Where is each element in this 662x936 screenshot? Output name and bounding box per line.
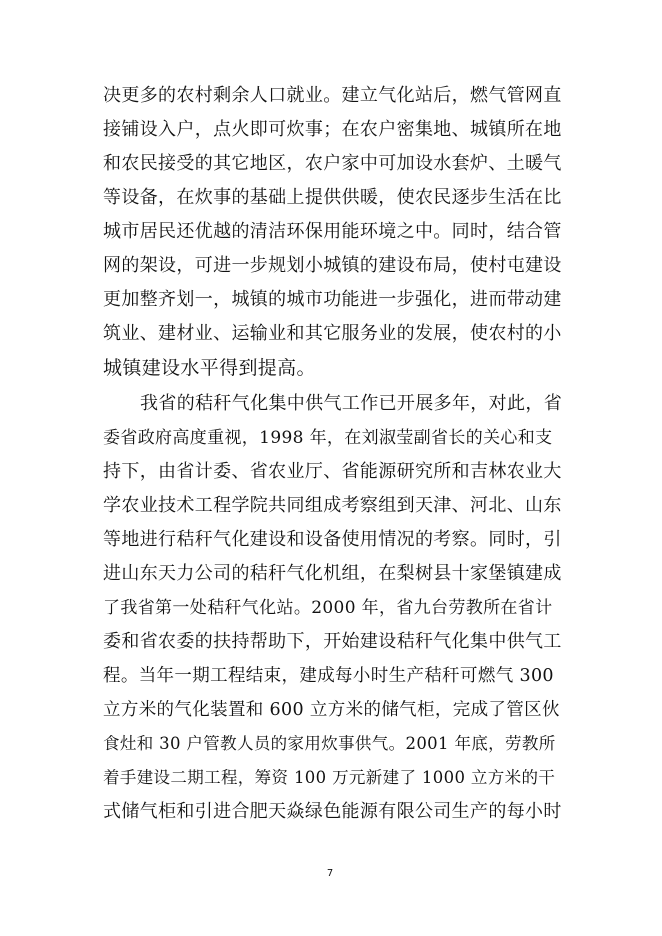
text-line: 委和省农委的扶持帮助下，开始建设秸秆气化集中供气工: [103, 631, 562, 652]
text-line: 委省政府高度重视，1998 年，在刘淑莹副省长的关心和支: [103, 428, 553, 448]
text-line: 进山东天力公司的秸秆气化机组，在梨树县十家堡镇建成: [103, 563, 562, 584]
text-line: 食灶和 30 户管教人员的家用炊事供气。2001 年底，劳教所: [103, 734, 556, 753]
text-line: 网的架设，可进一步规划小城镇的建设布局，使村屯建设: [103, 255, 562, 276]
page-number: 7: [326, 868, 334, 879]
text-line: 着手建设二期工程，筹资 100 万元新建了 1000 立方米的干: [103, 768, 556, 787]
text-line: 程。当年一期工程结束，建成每小时生产秸秆可燃气 300: [103, 666, 554, 686]
text-line: 了我省第一处秸秆气化站。2000 年，省九台劳教所在省计: [103, 598, 553, 618]
text-line: 筑业、建材业、运输业和其它服务业的发展，使农村的小: [103, 323, 562, 344]
text-line: 接铺设入户，点火即可炊事；在农户密集地、城镇所在地: [103, 119, 562, 140]
text-line: 等设备，在炊事的基础上提供供暖，使农民逐步生活在比: [103, 187, 562, 208]
text-line: 城镇建设水平得到提高。: [103, 357, 316, 379]
text-line: 持下，由省计委、省农业厅、省能源研究所和吉林农业大: [103, 461, 562, 482]
text-line: 学农业技术工程学院共同组成考察组到天津、河北、山东: [103, 495, 562, 516]
text-line: 式储气柜和引进合肥天焱绿色能源有限公司生产的每小时: [103, 801, 562, 822]
text-line: 更加整齐划一，城镇的城市功能进一步强化，进而带动建: [103, 289, 562, 310]
text-line: 立方米的气化装置和 600 立方米的储气柜，完成了管区伙: [103, 700, 560, 720]
text-line: 决更多的农村剩余人口就业。建立气化站后，燃气管网直: [103, 85, 562, 106]
paragraph-first-line: 我省的秸秆气化集中供气工作已开展多年，对此，省: [140, 393, 563, 414]
text-line: 和农民接受的其它地区，农户家中可加设水套炉、土暖气: [103, 153, 562, 174]
text-line: 城市居民还优越的清洁环保用能环境之中。同时，结合管: [103, 221, 562, 242]
text-line: 等地进行秸秆气化建设和设备使用情况的考察。同时，引: [103, 529, 562, 550]
